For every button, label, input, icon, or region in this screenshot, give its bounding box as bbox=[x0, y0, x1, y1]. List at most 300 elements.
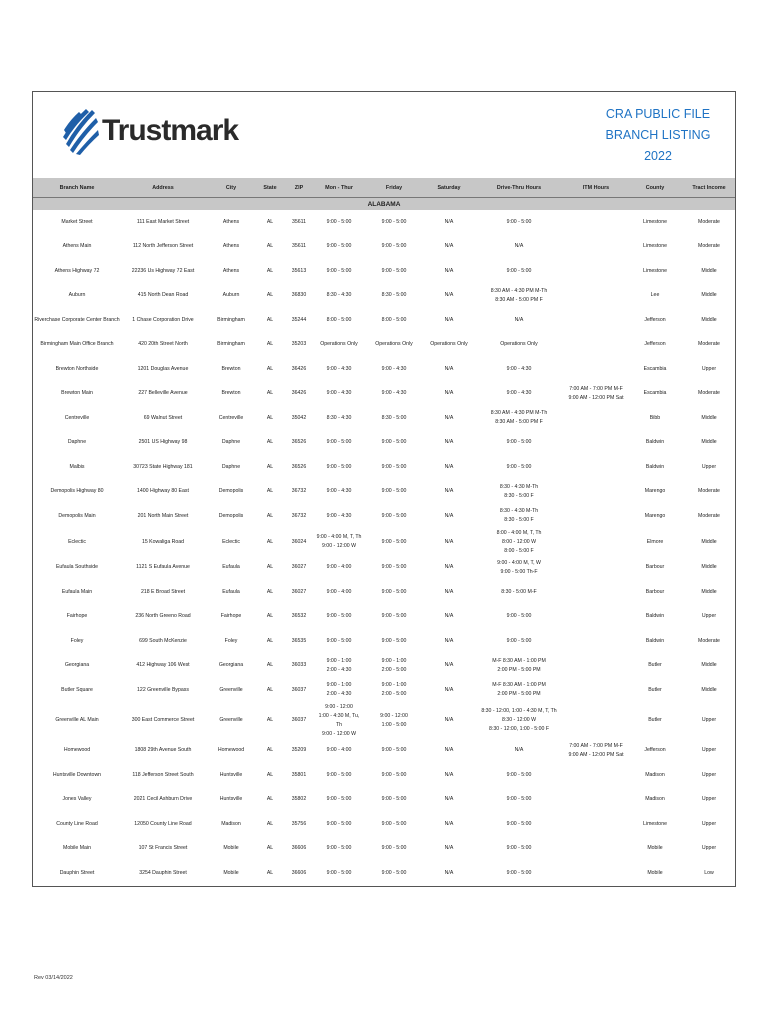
table-row bbox=[33, 763, 735, 788]
tract-income-cell: Moderate bbox=[698, 512, 720, 519]
saturday-cell: N/A bbox=[444, 845, 454, 852]
itm-hours-cell bbox=[565, 504, 627, 529]
drive-thru-cell: N/A bbox=[514, 316, 524, 323]
drive-thru-cell: 8:30 - 12:00, 1:00 - 4:30 M, T, Th 8:30 - 12:00 W 8:30 - 12:00, 1:00 - 5:00 F bbox=[481, 708, 557, 732]
friday-cell: 9:00 - 12:00 1:00 - 5:00 bbox=[380, 712, 408, 728]
tract-income-cell: Moderate bbox=[698, 390, 720, 397]
mon-thur-cell: 8:00 - 5:00 bbox=[326, 316, 352, 323]
state-cell: AL bbox=[266, 512, 274, 519]
saturday-cell: N/A bbox=[444, 771, 454, 778]
saturday-cell: N/A bbox=[444, 267, 454, 274]
drive-thru-cell: M-F 8:30 AM - 1:00 PM 2:00 PM - 5:00 PM bbox=[492, 657, 546, 673]
table-row bbox=[33, 837, 735, 862]
branch-name-cell: Greenville AL Main bbox=[55, 717, 99, 723]
city-cell: Auburn bbox=[222, 292, 240, 299]
drive-thru-cell: 9:00 - 5:00 bbox=[506, 771, 532, 778]
branch-name-cell: Birmingham Main Office Branch bbox=[40, 341, 114, 348]
zip-cell: 36027 bbox=[291, 588, 307, 595]
zip-cell: 35801 bbox=[291, 771, 307, 778]
county-cell: Escambia bbox=[643, 390, 667, 397]
county-cell: Butler bbox=[648, 686, 662, 693]
drive-thru-cell: 8:30 AM - 4:30 PM M-Th 8:30 AM - 5:00 PM F bbox=[490, 410, 548, 426]
mon-thur-cell: 9:00 - 5:00 bbox=[326, 637, 352, 644]
saturday-cell: N/A bbox=[444, 365, 454, 372]
city-cell: Georgiana bbox=[218, 662, 244, 669]
zip-cell: 36606 bbox=[291, 869, 307, 876]
friday-cell: 9:00 - 5:00 bbox=[381, 267, 407, 274]
county-cell: Baldwin bbox=[645, 439, 665, 446]
table-row bbox=[33, 605, 735, 630]
county-cell: Jefferson bbox=[644, 341, 666, 348]
drive-thru-cell: 9:00 - 5:00 bbox=[506, 637, 532, 644]
state-cell: AL bbox=[266, 488, 274, 495]
county-cell: Elmore bbox=[646, 538, 664, 545]
address-cell: 12050 County Line Road bbox=[134, 820, 192, 827]
city-cell: Athens bbox=[222, 243, 240, 250]
drive-thru-cell: N/A bbox=[514, 243, 524, 250]
zip-cell: 36037 bbox=[291, 686, 307, 693]
itm-hours-cell bbox=[565, 480, 627, 505]
trustmark-globe-icon bbox=[62, 106, 100, 156]
table-row bbox=[33, 406, 735, 431]
mon-thur-cell: 9:00 - 5:00 bbox=[326, 845, 352, 852]
tract-income-cell: Middle bbox=[701, 686, 717, 693]
col-header: Tract Income bbox=[683, 178, 735, 198]
address-cell: 1 Chase Corporation Drive bbox=[132, 316, 194, 323]
table-row bbox=[33, 235, 735, 260]
tract-income-cell: Upper bbox=[701, 771, 717, 778]
county-cell: Marengo bbox=[644, 488, 666, 495]
branch-name-cell: Fairhope bbox=[66, 613, 88, 620]
drive-thru-cell: N/A bbox=[514, 747, 524, 754]
tract-income-cell: Upper bbox=[701, 717, 717, 723]
table-row bbox=[33, 333, 735, 358]
table-row bbox=[33, 455, 735, 480]
mon-thur-cell: 9:00 - 5:00 bbox=[326, 218, 352, 225]
zip-cell: 36024 bbox=[291, 538, 307, 545]
col-header: Branch Name bbox=[33, 178, 121, 198]
table-row bbox=[33, 788, 735, 813]
county-cell: Barbour bbox=[645, 564, 665, 571]
state-cell: AL bbox=[266, 747, 274, 754]
branch-name-cell: Georgiana bbox=[64, 662, 90, 669]
drive-thru-cell: 8:30 - 4:30 M-Th 8:30 - 5:00 F bbox=[499, 508, 539, 524]
tract-income-cell: Middle bbox=[701, 414, 717, 421]
address-cell: 699 South McKenzie bbox=[139, 637, 187, 644]
city-cell: Eclectic bbox=[222, 538, 240, 545]
drive-thru-cell: Operations Only bbox=[500, 341, 538, 348]
saturday-cell: N/A bbox=[444, 869, 454, 876]
itm-hours-cell: 7:00 AM - 7:00 PM M-F 9:00 AM - 12:00 PM Sat bbox=[568, 742, 624, 758]
title-line: CRA PUBLIC FILE bbox=[605, 107, 711, 121]
city-cell: Brewton bbox=[221, 365, 241, 372]
address-cell: 2501 US Highway 98 bbox=[138, 439, 188, 446]
address-cell: 1121 S Eufaula Avenue bbox=[136, 564, 190, 571]
state-cell: AL bbox=[266, 538, 274, 545]
drive-thru-cell: 9:00 - 5:00 bbox=[506, 463, 532, 470]
col-header: Address bbox=[121, 178, 205, 198]
branch-name-cell: Riverchase Corporate Center Branch bbox=[34, 316, 120, 323]
state-cell: AL bbox=[266, 717, 274, 723]
mon-thur-cell: 9:00 - 4:30 bbox=[326, 488, 352, 495]
table-row bbox=[33, 654, 735, 679]
county-cell: Lee bbox=[650, 292, 660, 299]
address-cell: 107 St Francis Street bbox=[138, 845, 188, 852]
branch-name-cell: Eufaula Main bbox=[61, 588, 93, 595]
saturday-cell: N/A bbox=[444, 390, 454, 397]
table-row bbox=[33, 703, 735, 739]
state-cell: AL bbox=[266, 637, 274, 644]
address-cell: 112 North Jefferson Street bbox=[132, 243, 194, 250]
col-header: Mon - Thur bbox=[315, 178, 363, 198]
address-cell: 300 East Commerce Street bbox=[131, 717, 195, 723]
friday-cell: 9:00 - 5:00 bbox=[381, 439, 407, 446]
county-cell: Madison bbox=[645, 771, 665, 778]
city-cell: Athens bbox=[222, 267, 240, 274]
state-cell: AL bbox=[266, 869, 274, 876]
state-cell: AL bbox=[266, 564, 274, 571]
itm-hours-cell bbox=[565, 763, 627, 788]
county-cell: Madison bbox=[645, 796, 665, 803]
friday-cell: 9:00 - 5:00 bbox=[381, 796, 407, 803]
mon-thur-cell: 9:00 - 1:00 2:00 - 4:30 bbox=[326, 682, 352, 698]
saturday-cell: N/A bbox=[444, 316, 454, 323]
drive-thru-cell: 8:30 - 5:00 M-F bbox=[501, 588, 537, 595]
title-line: BRANCH LISTING bbox=[605, 128, 711, 142]
friday-cell: 9:00 - 1:00 2:00 - 5:00 bbox=[381, 657, 407, 673]
table-row bbox=[33, 739, 735, 764]
col-header: ZIP bbox=[283, 178, 315, 198]
county-cell: Escambia bbox=[643, 365, 667, 372]
branch-name-cell: Butler Square bbox=[61, 686, 93, 693]
branch-name-cell: County Line Road bbox=[56, 820, 98, 827]
saturday-cell: N/A bbox=[444, 414, 454, 421]
drive-thru-cell: 9:00 - 4:30 bbox=[506, 365, 532, 372]
table-row bbox=[33, 382, 735, 407]
friday-cell: 8:30 - 5:00 bbox=[381, 292, 407, 299]
state-cell: AL bbox=[266, 390, 274, 397]
address-cell: 3254 Dauphin Street bbox=[139, 869, 187, 876]
address-cell: 218 E Broad Street bbox=[140, 588, 186, 595]
county-cell: Jefferson bbox=[644, 747, 666, 754]
branch-name-cell: Eclectic bbox=[68, 538, 86, 545]
mon-thur-cell: 9:00 - 4:00 bbox=[326, 747, 352, 754]
saturday-cell: Operations Only bbox=[430, 341, 468, 348]
zip-cell: 36426 bbox=[291, 365, 307, 372]
county-cell: Limestone bbox=[643, 820, 667, 827]
mon-thur-cell: 9:00 - 4:30 bbox=[326, 512, 352, 519]
city-cell: Foley bbox=[224, 637, 238, 644]
mon-thur-cell: 8:30 - 4:30 bbox=[326, 292, 352, 299]
itm-hours-cell bbox=[565, 455, 627, 480]
friday-cell: 9:00 - 5:00 bbox=[381, 747, 407, 754]
state-cell: AL bbox=[266, 613, 274, 620]
branch-name-cell: Huntsville Downtown bbox=[52, 771, 102, 778]
document-title bbox=[588, 104, 728, 167]
drive-thru-cell: 8:00 - 4:00 M, T, Th 8:00 - 12:00 W 8:00 - 5:00 F bbox=[496, 529, 542, 554]
zip-cell: 35244 bbox=[291, 316, 307, 323]
col-header: Friday bbox=[363, 178, 425, 198]
state-cell: AL bbox=[266, 267, 274, 274]
saturday-cell: N/A bbox=[444, 512, 454, 519]
revision-date: Rev 03/14/2022 bbox=[34, 975, 73, 981]
state-cell: AL bbox=[266, 820, 274, 827]
saturday-cell: N/A bbox=[444, 218, 454, 225]
saturday-cell: N/A bbox=[444, 588, 454, 595]
city-cell: Demopolis bbox=[218, 488, 244, 495]
branch-name-cell: Malbis bbox=[69, 463, 85, 470]
zip-cell: 36027 bbox=[291, 564, 307, 571]
friday-cell: 9:00 - 5:00 bbox=[381, 588, 407, 595]
tract-income-cell: Upper bbox=[701, 613, 717, 620]
branch-name-cell: Jones Valley bbox=[62, 796, 92, 803]
table-row bbox=[33, 529, 735, 556]
county-cell: Bibb bbox=[649, 414, 661, 421]
drive-thru-cell: 9:00 - 5:00 bbox=[506, 869, 532, 876]
zip-cell: 36526 bbox=[291, 439, 307, 446]
title-line: 2022 bbox=[644, 149, 672, 163]
city-cell: Daphne bbox=[221, 463, 241, 470]
drive-thru-cell: 9:00 - 5:00 bbox=[506, 613, 532, 620]
friday-cell: 8:30 - 5:00 bbox=[381, 414, 407, 421]
address-cell: 415 North Dean Road bbox=[137, 292, 189, 299]
itm-hours-cell bbox=[565, 357, 627, 382]
tract-income-cell: Upper bbox=[701, 463, 717, 470]
saturday-cell: N/A bbox=[444, 613, 454, 620]
tract-income-cell: Moderate bbox=[698, 488, 720, 495]
branch-name-cell: Mobile Main bbox=[63, 845, 91, 852]
zip-cell: 35611 bbox=[291, 243, 307, 250]
city-cell: Madison bbox=[221, 820, 241, 827]
county-cell: Limestone bbox=[643, 218, 667, 225]
table-row bbox=[33, 556, 735, 581]
table-row bbox=[33, 259, 735, 284]
city-cell: Birmingham bbox=[217, 341, 245, 348]
tract-income-cell: Upper bbox=[701, 747, 717, 754]
city-cell: Brewton bbox=[221, 390, 241, 397]
friday-cell: 9:00 - 5:00 bbox=[381, 771, 407, 778]
itm-hours-cell bbox=[565, 654, 627, 679]
address-cell: 2021 Cecil Ashburn Drive bbox=[133, 796, 193, 803]
state-cell: AL bbox=[266, 243, 274, 250]
mon-thur-cell: 9:00 - 5:00 bbox=[326, 869, 352, 876]
address-cell: 15 Kowaliga Road bbox=[141, 538, 185, 545]
branch-name-cell: Brewton Main bbox=[61, 390, 93, 397]
branch-name-cell: Brewton Northside bbox=[55, 365, 99, 372]
zip-cell: 36526 bbox=[291, 463, 307, 470]
mon-thur-cell: 9:00 - 5:00 bbox=[326, 771, 352, 778]
tract-income-cell: Upper bbox=[701, 845, 717, 852]
mon-thur-cell: 8:30 - 4:30 bbox=[326, 414, 352, 421]
drive-thru-cell: 9:00 - 5:00 bbox=[506, 218, 532, 225]
state-row bbox=[33, 198, 735, 211]
zip-cell: 36033 bbox=[291, 662, 307, 669]
branch-name-cell: Eufaula Southside bbox=[55, 564, 99, 571]
itm-hours-cell bbox=[565, 308, 627, 333]
logo bbox=[62, 106, 238, 156]
city-cell: Eufaula bbox=[222, 588, 240, 595]
drive-thru-cell: 9:00 - 5:00 bbox=[506, 820, 532, 827]
itm-hours-cell bbox=[565, 580, 627, 605]
saturday-cell: N/A bbox=[444, 686, 454, 693]
header-row bbox=[33, 178, 735, 198]
friday-cell: 9:00 - 5:00 bbox=[381, 845, 407, 852]
city-cell: Greenville bbox=[219, 717, 243, 723]
state-cell: AL bbox=[266, 414, 274, 421]
zip-cell: 36732 bbox=[291, 488, 307, 495]
friday-cell: 9:00 - 5:00 bbox=[381, 243, 407, 250]
zip-cell: 35611 bbox=[291, 218, 307, 225]
zip-cell: 35209 bbox=[291, 747, 307, 754]
friday-cell: 9:00 - 5:00 bbox=[381, 512, 407, 519]
itm-hours-cell: 7:00 AM - 7:00 PM M-F 9:00 AM - 12:00 PM Sat bbox=[568, 385, 624, 401]
address-cell: 122 Greenville Bypass bbox=[137, 686, 189, 693]
tract-income-cell: Middle bbox=[701, 662, 717, 669]
itm-hours-cell bbox=[565, 861, 627, 886]
saturday-cell: N/A bbox=[444, 538, 454, 545]
friday-cell: 9:00 - 5:00 bbox=[381, 869, 407, 876]
zip-cell: 36426 bbox=[291, 390, 307, 397]
branch-name-cell: Dauphin Street bbox=[59, 869, 95, 876]
tract-income-cell: Upper bbox=[701, 820, 717, 827]
city-cell: Huntsville bbox=[219, 771, 243, 778]
drive-thru-cell: 9:00 - 5:00 bbox=[506, 845, 532, 852]
drive-thru-cell: 9:00 - 4:30 bbox=[506, 390, 532, 397]
col-header: State bbox=[257, 178, 283, 198]
state-cell: AL bbox=[266, 845, 274, 852]
saturday-cell: N/A bbox=[444, 463, 454, 470]
county-cell: Butler bbox=[648, 662, 662, 669]
itm-hours-cell bbox=[565, 629, 627, 654]
friday-cell: 9:00 - 5:00 bbox=[381, 488, 407, 495]
col-header: Drive-Thru Hours bbox=[473, 178, 565, 198]
table-row bbox=[33, 284, 735, 309]
tract-income-cell: Moderate bbox=[698, 243, 720, 250]
mon-thur-cell: 9:00 - 5:00 bbox=[326, 267, 352, 274]
itm-hours-cell bbox=[565, 788, 627, 813]
address-cell: 412 Highway 106 West bbox=[136, 662, 190, 669]
state-cell: AL bbox=[266, 771, 274, 778]
friday-cell: 9:00 - 5:00 bbox=[381, 820, 407, 827]
city-cell: Demopolis bbox=[218, 512, 244, 519]
col-header: City bbox=[205, 178, 257, 198]
drive-thru-cell: 8:30 AM - 4:30 PM M-Th 8:30 AM - 5:00 PM F bbox=[490, 287, 548, 303]
tract-income-cell: Moderate bbox=[698, 637, 720, 644]
tract-income-cell: Middle bbox=[701, 316, 717, 323]
zip-cell: 35756 bbox=[291, 820, 307, 827]
city-cell: Mobile bbox=[223, 869, 239, 876]
mon-thur-cell: 9:00 - 5:00 bbox=[326, 613, 352, 620]
tract-income-cell: Middle bbox=[701, 564, 717, 571]
saturday-cell: N/A bbox=[444, 820, 454, 827]
address-cell: 227 Belleville Avenue bbox=[138, 390, 188, 397]
state-cell: AL bbox=[266, 686, 274, 693]
address-cell: 22236 Us Highway 72 East bbox=[131, 267, 195, 274]
zip-cell: 36830 bbox=[291, 292, 307, 299]
state-cell: AL bbox=[266, 292, 274, 299]
table-row bbox=[33, 504, 735, 529]
itm-hours-cell bbox=[565, 529, 627, 556]
itm-hours-cell bbox=[565, 678, 627, 703]
county-cell: Mobile bbox=[647, 869, 663, 876]
tract-income-cell: Moderate bbox=[698, 341, 720, 348]
branch-name-cell: Foley bbox=[70, 637, 84, 644]
itm-hours-cell bbox=[565, 812, 627, 837]
table-row bbox=[33, 812, 735, 837]
saturday-cell: N/A bbox=[444, 662, 454, 669]
tract-income-cell: Middle bbox=[701, 439, 717, 446]
zip-cell: 35042 bbox=[291, 414, 307, 421]
table-row bbox=[33, 861, 735, 886]
address-cell: 201 North Main Street bbox=[137, 512, 189, 519]
address-cell: 1201 Douglas Avenue bbox=[137, 365, 189, 372]
friday-cell: 9:00 - 5:00 bbox=[381, 613, 407, 620]
county-cell: Jefferson bbox=[644, 316, 666, 323]
saturday-cell: N/A bbox=[444, 637, 454, 644]
branch-name-cell: Demopolis Highway 80 bbox=[50, 488, 104, 495]
zip-cell: 36535 bbox=[291, 637, 307, 644]
city-cell: Eufaula bbox=[222, 564, 240, 571]
city-cell: Athens bbox=[222, 218, 240, 225]
col-header: Saturday bbox=[425, 178, 473, 198]
drive-thru-cell: 8:30 - 4:30 M-Th 8:30 - 5:00 F bbox=[499, 483, 539, 499]
tract-income-cell: Middle bbox=[701, 588, 717, 595]
mon-thur-cell: 9:00 - 1:00 2:00 - 4:30 bbox=[326, 657, 352, 673]
county-cell: Baldwin bbox=[645, 637, 665, 644]
friday-cell: 8:00 - 5:00 bbox=[381, 316, 407, 323]
mon-thur-cell: 9:00 - 4:00 bbox=[326, 564, 352, 571]
itm-hours-cell bbox=[565, 837, 627, 862]
table-row bbox=[33, 308, 735, 333]
mon-thur-cell: 9:00 - 5:00 bbox=[326, 439, 352, 446]
branch-name-cell: Athens Highway 72 bbox=[54, 267, 100, 274]
county-cell: Marengo bbox=[644, 512, 666, 519]
friday-cell: 9:00 - 5:00 bbox=[381, 218, 407, 225]
table-row bbox=[33, 210, 735, 235]
itm-hours-cell bbox=[565, 235, 627, 260]
saturday-cell: N/A bbox=[444, 796, 454, 803]
mon-thur-cell: 9:00 - 5:00 bbox=[326, 796, 352, 803]
itm-hours-cell bbox=[565, 703, 627, 739]
county-cell: Baldwin bbox=[645, 613, 665, 620]
city-cell: Greenville bbox=[219, 686, 243, 693]
county-cell: Butler bbox=[648, 717, 662, 723]
friday-cell: 9:00 - 1:00 2:00 - 5:00 bbox=[381, 682, 407, 698]
city-cell: Mobile bbox=[223, 845, 239, 852]
mon-thur-cell: 9:00 - 5:00 bbox=[326, 820, 352, 827]
saturday-cell: N/A bbox=[444, 292, 454, 299]
drive-thru-cell: 9:00 - 5:00 bbox=[506, 267, 532, 274]
branch-name-cell: Centreville bbox=[64, 414, 90, 421]
itm-hours-cell bbox=[565, 259, 627, 284]
friday-cell: 9:00 - 5:00 bbox=[381, 463, 407, 470]
city-cell: Birmingham bbox=[217, 316, 245, 323]
state-cell: AL bbox=[266, 439, 274, 446]
tract-income-cell: Middle bbox=[701, 267, 717, 274]
mon-thur-cell: 9:00 - 5:00 bbox=[326, 243, 352, 250]
table-row bbox=[33, 357, 735, 382]
saturday-cell: N/A bbox=[444, 439, 454, 446]
friday-cell: 9:00 - 4:30 bbox=[381, 390, 407, 397]
mon-thur-cell: Operations Only bbox=[320, 341, 358, 348]
tract-income-cell: Upper bbox=[701, 365, 717, 372]
itm-hours-cell bbox=[565, 431, 627, 456]
address-cell: 236 North Greeno Road bbox=[135, 613, 191, 620]
branch-name-cell: Demopolis Main bbox=[58, 512, 96, 519]
branch-name-cell: Auburn bbox=[68, 292, 86, 299]
state-cell: AL bbox=[266, 463, 274, 470]
saturday-cell: N/A bbox=[444, 717, 454, 723]
